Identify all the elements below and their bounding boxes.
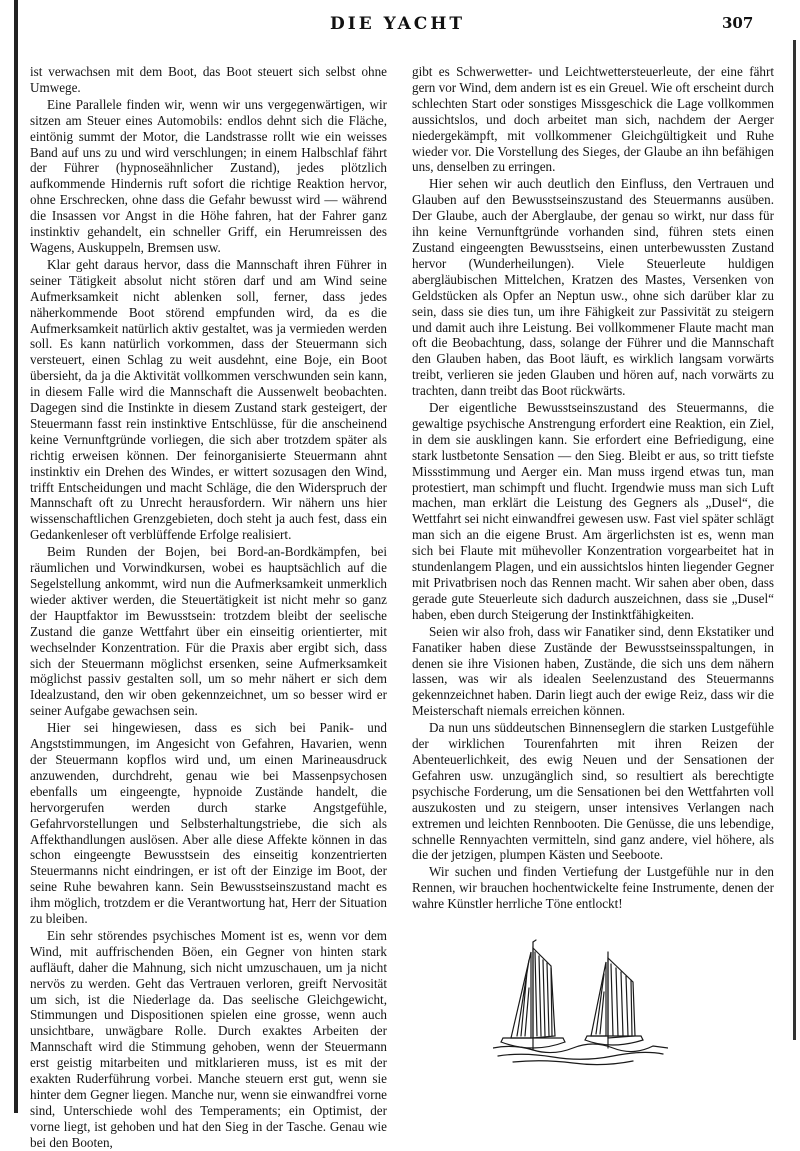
scan-edge-right: [793, 40, 796, 1040]
sailboats-sketch-icon: [493, 938, 668, 1066]
scan-edge-left: [14, 0, 18, 1113]
left-column: [30, 64, 387, 1151]
paragraph: Wir suchen und finden Vertiefung der Lustgefühle nur in den Rennen, wir brauchen hochentwickelte feine Instrumente, denen der wahre Künstler herrliche Töne entlockt!: [412, 864, 774, 912]
paragraph: Beim Runden der Bojen, bei Bord-an-Bordkämpfen, bei räumlichen und Vorwindkursen, wobei es hauptsächlich auf die Segelstellung ankommt, wird nun die Aufmerksamkeit unmerklich wieder aktiver werden, die Steuertätigkeit ist nicht mehr so ganz der Hauptfaktor im Bewusstsein: trotzdem bleibt der seelische Zustand die ganze Wettfahrt über ein einseitig orientierter, mit wechselnder Konzentration. Für die Praxis aber ergibt sich, dass sich der Steuermann möglichst ersenken, seine Aufmerksamkeit möglichst passiv gestalten soll, um so mehr nähert er sich dem Idealzustand, den wir oben gekennzeichnet, um so besser wird er seiner Aufgabe gewachsen sein.: [30, 544, 387, 719]
paragraph: Ein sehr störendes psychisches Moment ist es, wenn vor dem Wind, mit auffrischenden Böen, ein Gegner von hinten stark aufläuft, daher die Mahnung, sich nicht umzuschauen, um ja nicht nervös zu werden. Geht das Vertrauen verloren, greift Nervosität um sich, ist die Niederlage da. Das seelische Gleichgewicht, Stimmungen und Dispositionen spielen eine grosse, wenn auch unsichtbare, unwägbare Rolle. Durch exaktes Arbeiten der Mannschaft wird die Stimmung gehoben, wenn der Steuermann erst geistig mitarbeiten und mitklarieren muss, ist es mit der exakten Ruderführung vorbei. Manche steuern erst gut, wenn sie hinter dem Gegner liegen. Manche nur, wenn sie einwandfrei vorne sind, Unterschiede wohl des Temperaments; ein Optimist, der vorne liegt, ist gehoben und hat den Sieg in der Tasche. Genau wie bei den Booten,: [30, 927, 387, 1150]
paragraph: Da nun uns süddeutschen Binnenseglern die starken Lustgefühle der wirklichen Tourenfahrten mit ihren Reizen der Abenteuerlichkeit, des ewig Neuen und der Sensationen der Gefahren usw. unzugänglich sind, so resultiert als berechtigte psychische Forderung, um die Sensationen bei den Wettfahrten voll auszukosten und zu steigern, unser intensives Verlangen nach extremen und leichten Rennbooten. Die Genüsse, die uns lebendige, schnelle Rennyachten vermitteln, sind ganz andere, viel höhere, als die der jetzigen, plumpen Kästen und Seeboote.: [412, 720, 774, 863]
paragraph: Seien wir also froh, dass wir Fanatiker sind, denn Ekstatiker und Fanatiker haben diese Zustände der Bewusstseinsspaltungen, in denen sie ihre Visionen haben, Zustände, die sich uns dem nähern lassen, was wir als idealen Seelenzustand des Steuermanns gekennzeichnet haben. Darin liegt auch der ewige Reiz, dass wir die Meisterschaft niemals erreichen können.: [412, 623, 774, 719]
paragraph: Hier sei hingewiesen, dass es sich bei Panik- und Angststimmungen, im Angesicht von Gefahren, Havarien, wenn der Steuermann kopflos wird und, um einen Marineausdruck anzuwenden, durchdreht, genau wie bei Massenpsychosen ebenfalls um eingeengte, hypnoide Zustände handelt, die hervorgerufen werden durch starke Angstgefühle, Gefahrvorstellungen und Selbsterhaltungstriebe, die sich als Affekthandlungen auslösen. Aber alle diese Affekte können in das schon eingeengte Bewusstsein des einseitig konzentrierten Steuermanns nicht eindringen, er ist oft der Einzige im Boot, der seine Ruhe bewahren kann. Sein Bewusstseinszustand macht es ihm möglich, trotzdem er die Verantwortung hat, Herr der Situation zu bleiben.: [30, 720, 387, 927]
paragraph: Hier sehen wir auch deutlich den Einfluss, den Vertrauen und Glauben auf den Bewusstseinszustand des Steuermanns ausüben. Der Glaube, auch der Aberglaube, der genau so wirkt, nur dass für ihn keine Vernunftgründe vorhanden sind, führen stets einen Zustand eingeengten Bewusstseins, einen unterbewussten Zustand hervor (Wunderheilungen). Viele Steuerleute huldigen abergläubischen Mittelchen, Kratzen des Mastes, Versenken von Geldstücken als Opfer an Neptun usw., ohne sich darüber klar zu sein, dass sie dies tun, um ihre Fähigkeit zur Passivität zu steigern und damit auch ihre Leistung. Bei vollkommener Flaute macht man oft die Beobachtung, dass, solange der Führer und die Mannschaft den Glauben haben, das Boot läuft, es wirklich langsam vorwärts treibt, verlieren sie jeden Glauben und hören auf, nach vorwärts zu trachten, dann treibt das Boot rückwärts.: [412, 176, 774, 399]
right-column: [412, 64, 774, 912]
page-number: 307: [722, 14, 754, 32]
paragraph: Klar geht daraus hervor, dass die Mannschaft ihren Führer in seiner Tätigkeit absolut nicht stören darf und am Wind seine Aufmerksamkeit nicht ablenken soll, ferner, dass jedes näherkommende Boot störend empfunden wird, da es die Aufmerksamkeit natürlich aktiv gestaltet, was ja vermieden werden soll. Es kann natürlich vorkommen, dass der Steuermann sich versteuert, einen Schlag zu weit ausdehnt, eine Boje, ein Boot übersieht, da ja die Aktivität vollkommen verschwunden sein kann, in diesem Falle wird die Mannschaft die Aussenwelt beobachten. Dagegen sind die Instinkte in diesem Zustand stark gesteigert, der Steuermann fasst rein instinktive Entschlüsse, für die anscheinend keine Vernunftgründe vorliegen, die sich aber trotzdem später als richtig erweisen können. Der feinorganisierte Steuermann ahnt instinktiv ein Drehen des Windes, er wittert sozusagen den Wind, trifft Entscheidungen und macht Schläge, die den Widerspruch der Mannschaft oft zu Unrecht herausfordern. Wir nähern uns hier wissenschaftlichen Grenzgebieten, doch steht ja auch fest, dass ein Gedankenleser oft verblüffende Erfolge realisiert.: [30, 256, 387, 543]
paragraph: ist verwachsen mit dem Boot, das Boot steuert sich selbst ohne Umwege.: [30, 64, 387, 95]
paragraph: Eine Parallele finden wir, wenn wir uns vergegenwärtigen, wir sitzen am Steuer eines Automobils: endlos dehnt sich die Fläche, eintönig summt der Motor, die Landstrasse rollt wie ein weisses Band auf uns zu und wird verschlungen; in einem Halbschlaf fährt der Führer (hypnoseähnlicher Zustand), jedes plötzlich aufkommende Hindernis ruft sofort die richtige Reaktion hervor, ohne Erschrecken, ohne dass die Gefahr bewusst wird — während die Insassen vor Angst in die Höhe fahren, hat der Fahrer ganz instinktiv gehandelt, ein schneller Griff, ein Herumreissen des Wagens, Auskuppeln, Bremsen usw.: [30, 96, 387, 255]
magazine-title: DIE YACHT: [330, 14, 466, 34]
paragraph: gibt es Schwerwetter- und Leichtwettersteuerleute, der eine fährt gern vor Wind, dem andern ist es ein Greuel. Wie oft erscheint durch schlechten Start oder sonstiges Missgeschick die Lage vollkommen aussichtslos, und doch arbeitet man sich, nachdem der Aerger niedergekämpft, mit vollkommener Gleichgültigkeit und Ruhe wieder vor. Die Vorstellung des Sieges, der Glaube an ihn befähigen uns, denselben zu erringen.: [412, 64, 774, 175]
running-head: [0, 14, 800, 38]
paragraph: Der eigentliche Bewusstseinszustand des Steuermanns, die gewaltige psychische Anstrengung erfordert eine Reaktion, ein Ziel, in dem sie ausklingen kann. Sie erfordert eine Befriedigung, eine stark lustbetonte Sensation — den Sieg. Bleibt er aus, so tritt tiefste Missstimmung und Aerger ein. Man muss irgend etwas tun, man protestiert, man schimpft und flucht. Irgendwie muss man sich Luft machen, man erklärt die Leistung des Gegners als „Dusel“, die Wettfahrt sei nicht einwandfrei gewesen usw. Fast viel später schlägt man sich an die eigene Brust. Am ärgerlichsten ist es, wenn man sich bei Flaute mit mühevoller Konzentration vorgearbeitet hat in stundenlangem Plagen, und ein aussichtslos hinten liegender Gegner mit Privatbrisen noch das Rennen macht. Wir sahen aber oben, dass gerade gute Steuerleute sich dadurch auszeichnen, dass sie „Dusel“ haben, eben durch Steigerung der Instinktfähigkeiten.: [412, 400, 774, 622]
